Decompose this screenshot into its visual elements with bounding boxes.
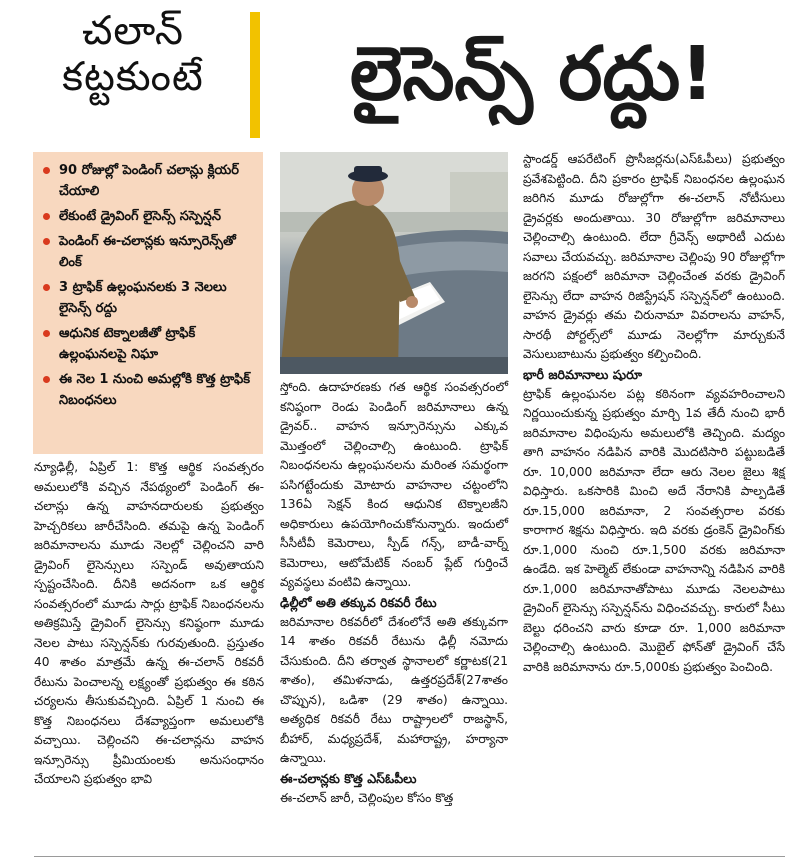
bullet-icon	[43, 330, 50, 337]
highlight-item	[43, 160, 255, 202]
bullet-icon	[43, 238, 50, 245]
bullet-icon	[43, 284, 50, 291]
subheading: ఢిల్లీలో అతి తక్కువ రికవరీ రేటు	[280, 594, 437, 610]
news-photo	[280, 152, 508, 374]
highlight-item	[43, 206, 255, 227]
headline: లైసెన్స్ రద్దు!	[349, 31, 715, 117]
article-paragraph: ఈ-చలాన్ జారీ, చెల్లింపుల కోసం కొత్త	[280, 790, 454, 805]
article-paragraph: న్యూఢిల్లీ, ఏప్రిల్ 1: కొత్త ఆర్థిక సంవత్సరం అమలులోకి వచ్చిన నేపథ్యంలో పెండింగ్ ఈ-చలాన్లు ఉన్న వాహనదారులకు ప్రభుత్వం హెచ్చరికలు జారీచేసింది. తమపై ఉన్న పెండింగ్ జరిమానాలను మూడు నెలల్లో చెల్లించని వారి డ్రైవింగ్ లైసెన్సులు సస్పెండ్ అవుతాయని స్పష్టంచేసింది. దీనికి అదనంగా ఒక ఆర్థిక సంవత్సరంలో మూడు సార్లు ట్రాఫిక్ నిబంధనలను అతిక్రమిస్తే డ్రైవింగ్ లైసెన్సు కనిష్ఠంగా మూడు నెలల పాటు సస్పెన్షన్‌కు గురవుతుంది. ప్రస్తుతం 40 శాతం మాత్రమే ఉన్న ఈ-చలాన్ రికవరీ రేటును పెంచాలన్న లక్ష్యంతో ప్రభుత్వం ఈ కఠిన చర్యలను తీసుకువచ్చింది. ఏప్రిల్ 1 నుంచి ఈ కొత్త నిబంధనలు దేశవ్యాప్తంగా అమలులోకి వచ్చాయి. చెల్లించని ఈ-చలాన్లను వాహన ఇన్సూరెన్సు ప్రీమియంలకు అనుసంధానం చేయాలని ప్రభుత్వం భావి	[34, 460, 264, 786]
article-column-3	[523, 150, 785, 677]
highlight-item	[43, 231, 255, 273]
subheading: ఈ-చలాన్లకు కొత్త ఎస్ఓపీలు	[280, 770, 417, 786]
article-column-1	[34, 458, 264, 790]
bullet-icon	[43, 167, 50, 174]
article-column-2	[280, 378, 508, 808]
kicker	[18, 8, 248, 100]
highlight-item	[43, 369, 255, 411]
bullet-icon	[43, 213, 50, 220]
subheading: భారీ జరిమానాలు షురూ	[523, 366, 642, 382]
highlight-text: ఆధునిక టెక్నాలజీతో ట్రాఫిక్ ఉల్లంఘనలపై నిఘా	[59, 326, 196, 362]
bullet-icon	[43, 376, 50, 383]
highlight-text: 90 రోజుల్లో పెండింగ్ చలాన్లు క్లియర్ చేయాలి	[59, 163, 239, 199]
accent-bar	[250, 12, 260, 138]
highlight-text: లేకుంటే డ్రైవింగ్ లైసెన్స్ సస్పెన్షన్	[59, 209, 221, 224]
highlights-box	[33, 152, 263, 454]
article-paragraph: ట్రాఫిక్ ఉల్లంఘనల పట్ల కఠినంగా వ్యవహరించాలని నిర్ణయించుకున్న ప్రభుత్వం మార్చి 1వ తేదీ నుంచి భారీ జరిమానాల విధింపును అమలులోకి తెచ్చింది. మద్యం తాగి వాహనం నడిపిన వారికి మొదటిసారి పట్టుబడితే రూ. 10,000 జరిమానా లేదా ఆరు నెలల జైలు శిక్ష విధిస్తారు. ఒకసారికి మించి అదే నేరానికి పాల్పడితే రూ.15,000 జరిమానా, 2 సంవత్సరాల వరకు కారాగార శిక్షను విధిస్తారు. ఇది వరకు డ్రంకెన్ డ్రైవింగ్‌కు రూ.1,000 నుంచి రూ.1,500 వరకు జరిమానా ఉండేది. ఇక హెల్మెట్ లేకుండా వాహనాన్ని నడిపిన వారికి రూ.1,000 జరిమానాతోపాటు మూడు నెలలపాటు డ్రైవింగ్ లైసెన్సు సస్పెన్షన్‌ను విధించవచ్చు. కారులో సీటు బెల్టు ధరించని వారు కూడా రూ. 1,000 జరిమానా చెల్లించాల్సి ఉంటుంది. మొబైల్ ఫోన్‌తో డ్రైవింగ్ చేసే వారికి జరిమానాను రూ.5,000కు ప్రభుత్వం పెంచింది.	[523, 386, 785, 674]
highlight-text: ఈ నెల 1 నుంచి అమల్లోకి కొత్త ట్రాఫిక్ నిబంధనలు	[59, 372, 251, 408]
highlight-text: 3 ట్రాఫిక్ ఉల్లంఘనలకు 3 నెలలు లైసెన్స్ రద్దు	[59, 280, 227, 316]
kicker-line-1: చలాన్	[82, 8, 184, 54]
kicker-line-2: కట్టకుంటే	[62, 54, 204, 100]
bottom-divider	[34, 856, 785, 857]
highlight-item	[43, 323, 255, 365]
highlight-item	[43, 277, 255, 319]
article-paragraph: స్తోంది. ఉదాహరణకు గత ఆర్థిక సంవత్సరంలో కనిష్ఠంగా రెండు పెండింగ్ జరిమానాలు ఉన్న డ్రైవర్.. వాహన ఇన్సూరెన్సును ఎక్కువ మొత్తంలో చెల్లించాల్సి ఉంటుంది. ట్రాఫిక్ నిబంధనలను ఉల్లంఘనలను మరింత సమర్థంగా పసిగట్టేందుకు మోటారు వాహనాల చట్టంలోని 136ఏ సెక్షన్ కింద ఆధునిక టెక్నాలజీని అధికారులు ఉపయోగించుకోనున్నారు. ఇందులో సీసీటీవీ కెమెరాలు, స్పీడ్ గన్స్, బాడీ-వార్న్ కెమెరాలు, ఆటోమేటిక్ నంబర్ ప్లేట్ గుర్తించే వ్యవస్థలు వంటివి ఉన్నాయి.	[280, 380, 508, 589]
article-paragraph: జరిమానాల రికవరీలో దేశంలోనే అతి తక్కువగా 14 శాతం రికవరీ రేటును ఢిల్లీ నమోదు చేసుకుంది. దీని తర్వాత స్థానాలలో కర్ణాటక(21 శాతం), తమిళనాడు, ఉత్తరప్రదేశ్(27శాతం చొప్పున), ఒడిశా (29 శాతం) ఉన్నాయి. అత్యధిక రికవరీ రేటు రాష్ట్రాలలో రాజస్థాన్, బీహార్, మధ్యప్రదేశ్, మహారాష్ట్ర, హర్యానా ఉన్నాయి.	[280, 614, 508, 765]
article-paragraph: స్టాండర్డ్ ఆపరేటింగ్ ప్రొసీజర్లను(ఎస్ఓపీలు) ప్రభుత్వం ప్రవేశపెట్టింది. దీని ప్రకారం ట్రాఫిక్ నిబంధనల ఉల్లంఘన జరిగిన మూడు రోజుల్లోగా ఈ-చలాన్ నోటీసులు డ్రైవర్లకు అందుతాయి. 30 రోజుల్లోగా జరిమానాలు చెల్లించాల్సి ఉంటుంది. లేదా గ్రీవెన్స్ అథారిటీ ఎదుట సవాలు చేయవచ్చు. జరిమానాల చెల్లింపు 90 రోజుల్లోగా జరగని పక్షంలో జరిమానా చెల్లించేంత వరకు డ్రైవింగ్ లైసెన్సు లేదా వాహన రిజిస్ట్రేషన్ సస్పెన్షన్‌లో ఉంటుంది. వాహన డ్రైవర్లు తమ చిరునామా వివరాలను వాహన్, సారథీ పోర్టల్స్‌లో మూడు నెలల్లోగా మార్చుకునే వెసులుబాటును ప్రభుత్వం కల్పించింది.	[523, 152, 785, 361]
highlight-text: పెండింగ్ ఈ-చలాన్లకు ఇన్సూరెన్స్‌తో లింక్	[59, 234, 236, 270]
traffic-officer-illustration	[280, 152, 508, 374]
